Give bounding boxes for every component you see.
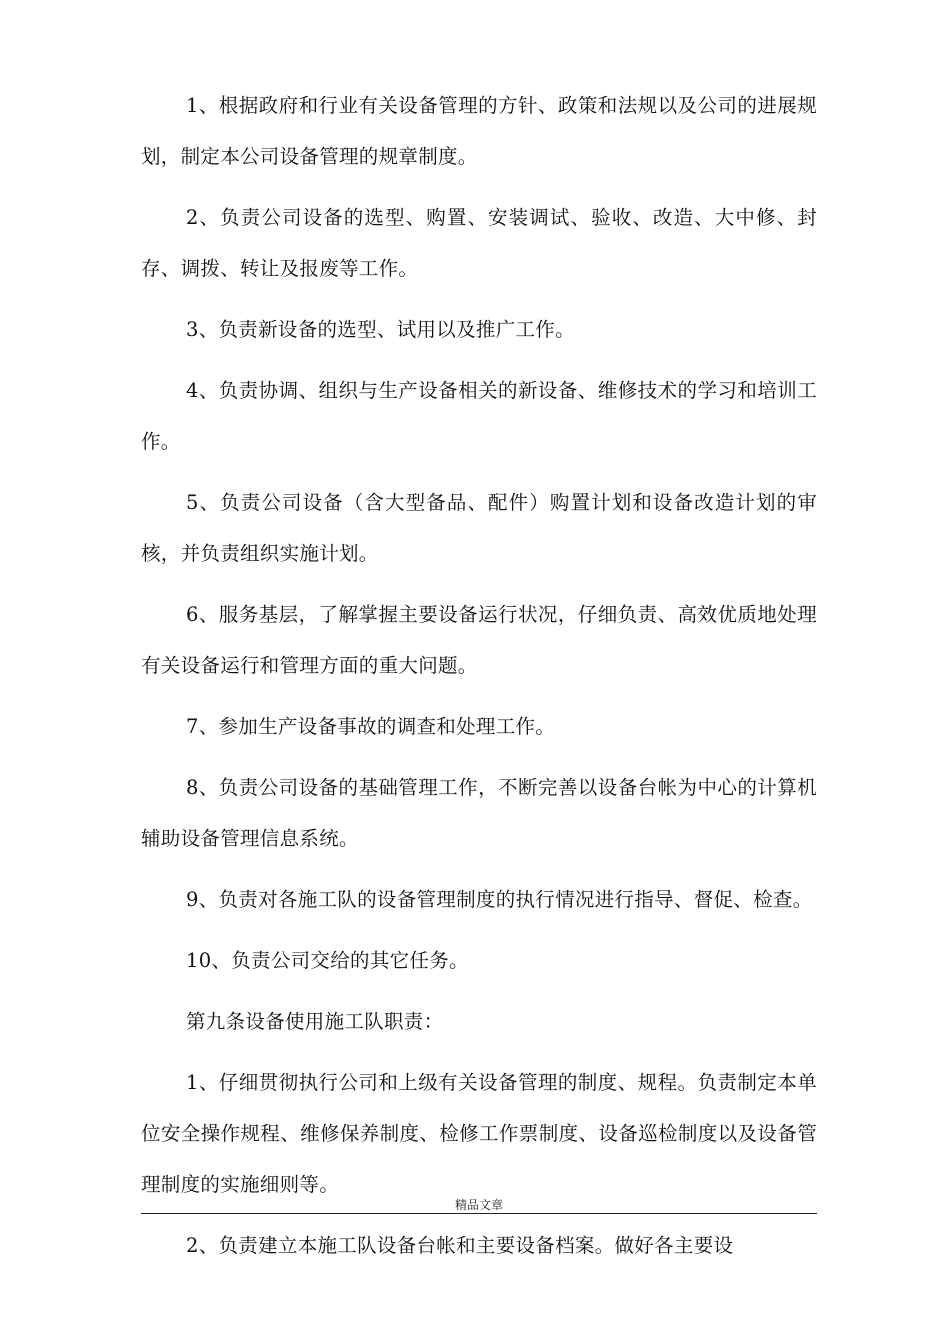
paragraph-6: 6、服务基层，了解掌握主要设备运行状况，仔细负责、高效优质地处理有关设备运行和管理方面的重大问题。	[141, 603, 817, 677]
paragraph-9: 9、负责对各施工队的设备管理制度的执行情况进行指导、督促、检查。	[186, 888, 813, 911]
footer-divider	[141, 1213, 817, 1214]
paragraph-3: 3、负责新设备的选型、试用以及推广工作。	[186, 318, 575, 341]
paragraph-10: 10、负责公司交给的其它任务。	[186, 949, 469, 972]
paragraph-1: 1、根据政府和行业有关设备管理的方针、政策和法规以及公司的进展规划，制定本公司设备管理的规章制度。	[141, 94, 817, 168]
paragraph-8: 8、负责公司设备的基础管理工作，不断完善以设备台帐为中心的计算机辅助设备管理信息系统。	[141, 776, 817, 850]
paragraph-2: 2、负责公司设备的选型、购置、安装调试、验收、改造、大中修、封存、调拨、转让及报废等工作。	[141, 206, 817, 280]
paragraph-4: 4、负责协调、组织与生产设备相关的新设备、维修技术的学习和培训工作。	[141, 379, 817, 453]
paragraph-7: 7、参加生产设备事故的调查和处理工作。	[186, 715, 556, 738]
footer-label: 精品文章	[454, 1198, 503, 1212]
paragraph-5: 5、负责公司设备（含大型备品、配件）购置计划和设备改造计划的审核，并负责组织实施计划。	[141, 491, 817, 565]
document-body	[141, 80, 817, 1281]
paragraph-team-2: 2、负责建立本施工队设备台帐和主要设备档案。做好各主要设	[186, 1234, 734, 1257]
section-heading-article-9: 第九条设备使用施工队职责：	[186, 1010, 444, 1033]
paragraph-team-1: 1、仔细贯彻执行公司和上级有关设备管理的制度、规程。负责制定本单位安全操作规程、维修保养制度、检修工作票制度、设备巡检制度以及设备管理制度的实施细则等。	[141, 1071, 817, 1196]
